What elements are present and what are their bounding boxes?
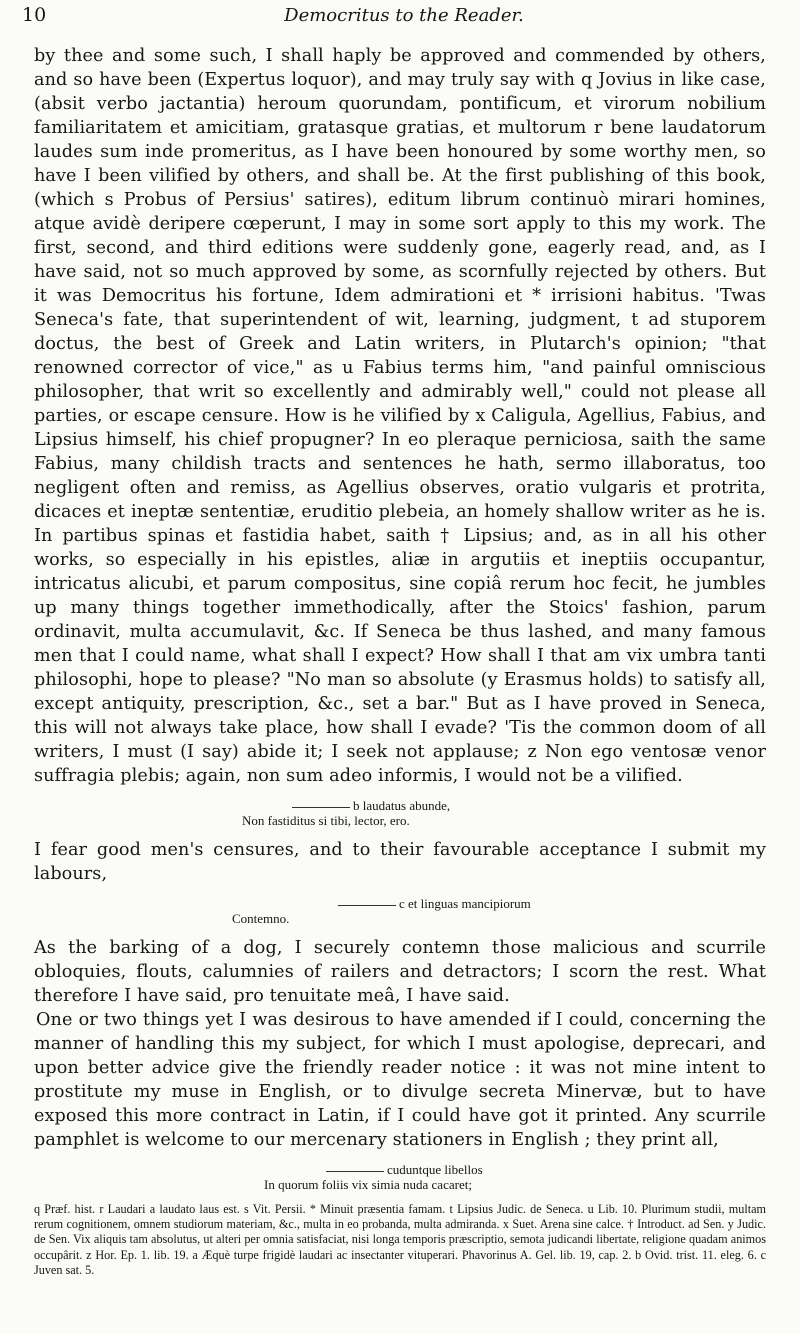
running-title: Democritus to the Reader.	[284, 5, 524, 26]
footnotes: q Præf. hist. r Laudari a laudato laus est. s Vit. Persii. * Minuit præsentia famam. t Lipsius Judic. de Seneca. u Lib. 10. Plurimum studii, multam rerum cognitionem, omnem studiorum materiam, &c., multa in eo probanda, multa admiranda. x Suet. Arena sine calce. † Introduct. ad Sen. y Judic. de Sen. Vix aliquis tam absolutus, ut alteri per omnia satisfaciat, nisi longa temporis præscriptio, semota judicandi libertate, religione quadam animos occupârit. z Hor. Ep. 1. lib. 19. a Æquè turpe frigidè laudari ac insectanter vituperari. Phavorinus A. Gel. lib. 19, cap. 2. b Ovid. trist. 11. eleg. 6. c Juven sat. 5.	[34, 1202, 766, 1277]
quote-1-line-2: Non fastiditus si tibi, lector, ero.	[242, 813, 410, 828]
page-number: 10	[22, 4, 47, 26]
quote-2-line-2: Contemno.	[232, 911, 290, 926]
verse-quote-2	[34, 896, 766, 926]
paragraph-2: I fear good men's censures, and to their favourable acceptance I submit my labours,	[34, 840, 766, 884]
paragraph-1: by thee and some such, I shall haply be approved and commended by others, and so have been (Expertus loquor), and may truly say with q Jovius in like case, (absit verbo jactantia) heroum quorundam, pontificum, et virorum nobilium familiaritatem et amicitiam, gratasque gratias, et multorum r bene laudatorum laudes sum inde promeritus, as I have been honoured by some worthy men, so have I been vilified by others, and shall be. At the first publishing of this book, (which s Probus of Persius' satires), editum librum continuò mirari homines, atque avidè deripere cœperunt, I may in some sort apply to this my work. The first, second, and third editions were suddenly gone, eagerly read, and, as I have said, not so much approved by some, as scornfully rejected by others. But it was Democritus his fortune, Idem admirationi et * irrisioni habitus. 'Twas Seneca's fate, that superintendent of wit, learning, judgment, t ad stuporem doctus, the best of Greek and Latin writers, in Plutarch's opinion; "that renowned corrector of vice," as u Fabius terms him, "and painful omniscious philosopher, that writ so excellently and admirably well," could not please all parties, or escape censure. How is he vilified by x Caligula, Agellius, Fabius, and Lipsius himself, his chief propugner? In eo pleraque perniciosa, saith the same Fabius, many childish tracts and sentences he hath, sermo illaboratus, too negligent often and remiss, as Agellius observes, oratio vulgaris et protrita, dicaces et ineptæ sententiæ, eruditio plebeia, an homely shallow writer as he is. In partibus spinas et fastidia habet, saith † Lipsius; and, as in all his other works, so especially in his epistles, aliæ in argutiis et ineptiis occupantur, intricatus alicubi, et parum compositus, sine copiâ rerum hoc fecit, he jumbles up many things together immethodically, after the Stoics' fashion, parum ordinavit, multa accumulavit, &c. If Seneca be thus lashed, and many famous men that I could name, what shall I expect? How shall I that am vix umbra tanti philosophi, hope to please? "No man so absolute (y Erasmus holds) to satisfy all, except antiquity, prescription, &c., set a bar." But as I have proved in Seneca, this will not always take place, how shall I evade? 'Tis the common doom of all writers, I must (I say) abide it; I seek not applause; z Non ego ventosæ venor suffragia plebis; again, non sum adeo informis, I would not be a vilified.	[34, 46, 766, 786]
paragraph-4: One or two things yet I was desirous to have amended if I could, concerning the manner of handling this my subject, for which I must apologise, deprecari, and upon better advice give the friendly reader notice : it was not mine intent to prostitute my muse in English, or to divulge secreta Minervæ, but to have exposed this more contract in Latin, if I could have got it printed. Any scurrile pamphlet is welcome to our mercenary stationers in English ; they print all,	[34, 1010, 766, 1150]
quote-2-line-1: c et linguas mancipiorum	[399, 896, 531, 911]
quote-3-line-2: In quorum foliis vix simia nuda cacaret;	[264, 1177, 472, 1192]
quote-rule	[338, 905, 396, 906]
verse-quote-1	[34, 798, 766, 828]
quote-rule	[292, 807, 350, 808]
paragraph-3: As the barking of a dog, I securely contemn those malicious and scurrile obloquies, flouts, calumnies of railers and detractors; I scorn the rest. What therefore I have said, pro tenuitate meâ, I have said.	[34, 938, 766, 1006]
quote-3-line-1: cuduntque libellos	[387, 1162, 483, 1177]
quote-1-line-1: b laudatus abunde,	[353, 798, 451, 813]
running-header	[22, 0, 766, 44]
quote-rule	[326, 1171, 384, 1172]
main-text	[34, 44, 766, 1192]
verse-quote-3	[34, 1162, 766, 1192]
